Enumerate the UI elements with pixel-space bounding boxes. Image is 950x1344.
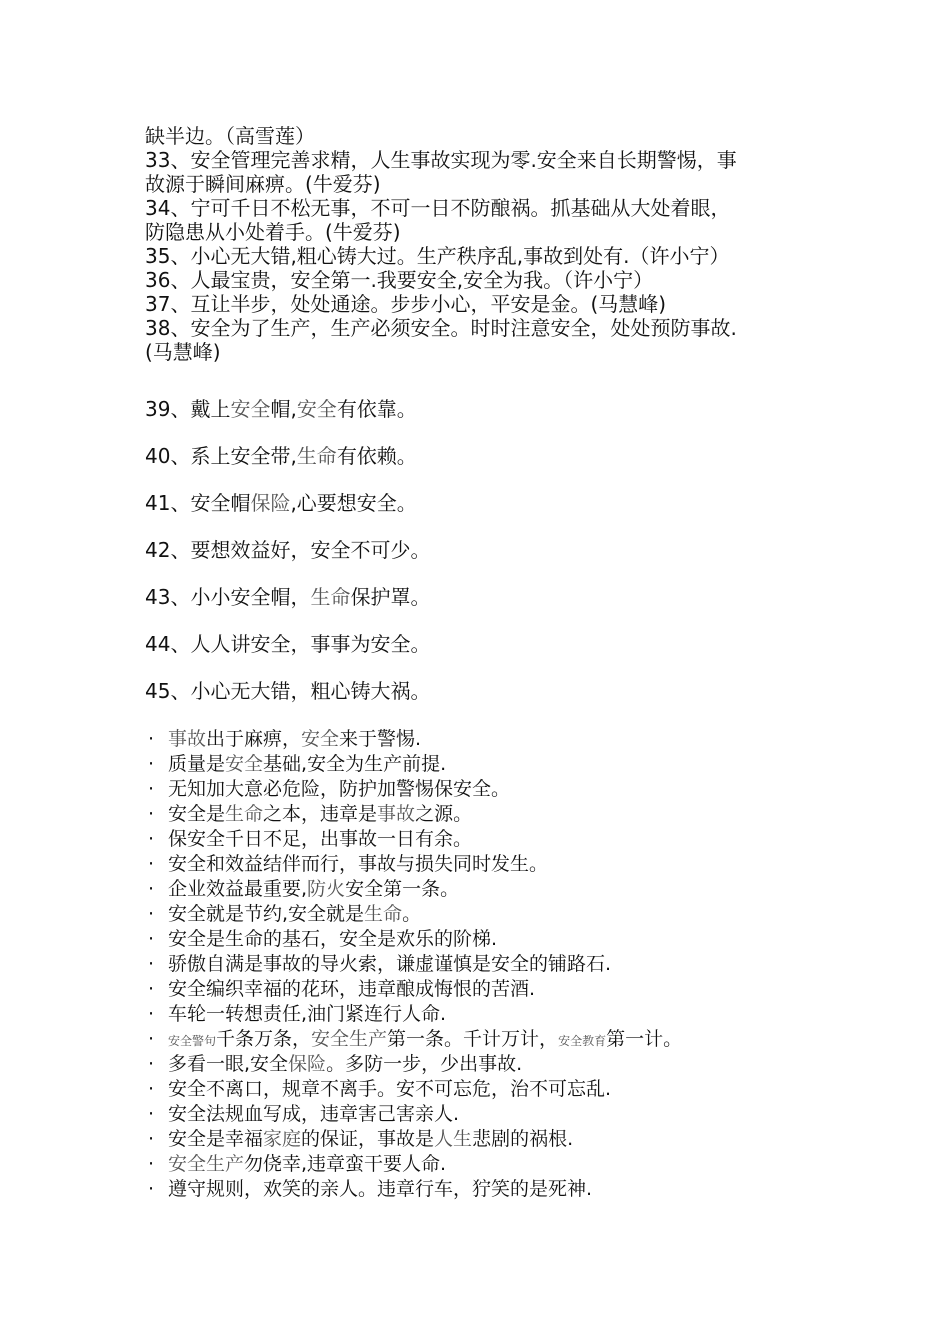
text-segment: 。多防一步，少出事故. bbox=[326, 1053, 523, 1075]
text-segment: 勿侥幸,违章蛮干要人命. bbox=[244, 1153, 447, 1175]
bullet-item bbox=[148, 802, 682, 827]
slogan-number: 40、 bbox=[145, 444, 191, 468]
highlighted-text: 生命 bbox=[225, 803, 264, 825]
bullet-item bbox=[148, 1127, 682, 1152]
bullet-dot-icon: · bbox=[148, 753, 155, 775]
bullet-item bbox=[148, 727, 682, 752]
highlighted-text: 生命 bbox=[364, 903, 403, 925]
text-segment: 多看一眼,安全 bbox=[168, 1053, 289, 1075]
text-segment: 第一条。千计万计， bbox=[387, 1028, 559, 1050]
text-line: 34、宁可千日不松无事，不可一日不防酿祸。抓基础从大处着眼， bbox=[145, 196, 731, 220]
text-line: 故源于瞬间麻痹。(牛爱芬) bbox=[145, 172, 381, 196]
small-label: 安全教育 bbox=[558, 1034, 607, 1048]
bullet-dot-icon: · bbox=[148, 1003, 155, 1025]
text-segment: 小小安全帽， bbox=[190, 585, 311, 609]
bullet-dot-icon: · bbox=[148, 1103, 155, 1125]
text-segment: 要想效益好，安全不可少。 bbox=[190, 538, 431, 562]
text-segment: 悲剧的祸根. bbox=[472, 1128, 574, 1150]
highlighted-text: 安全生产 bbox=[168, 1153, 245, 1175]
highlighted-text: 事故 bbox=[168, 728, 207, 750]
bullet-item bbox=[148, 1002, 682, 1027]
bullet-item bbox=[148, 777, 682, 802]
highlighted-text: 安全 bbox=[230, 397, 271, 421]
bullet-dot-icon: · bbox=[148, 978, 155, 1000]
bullet-dot-icon: · bbox=[148, 853, 155, 875]
highlighted-text: 人生 bbox=[434, 1128, 473, 1150]
text-segment: 安全编织幸福的花环，违章酿成悔恨的苦酒. bbox=[168, 978, 536, 1000]
slogan-item bbox=[145, 538, 430, 562]
slogan-number: 43、 bbox=[145, 585, 191, 609]
text-segment: 的保证，事故是 bbox=[301, 1128, 435, 1150]
bullet-dot-icon: · bbox=[148, 1053, 155, 1075]
text-segment: 。 bbox=[402, 903, 422, 925]
bullet-dot-icon: · bbox=[148, 828, 155, 850]
slogan-item bbox=[145, 632, 430, 656]
highlighted-text: 安全 bbox=[301, 728, 340, 750]
slogan-item bbox=[145, 491, 417, 515]
bullet-item bbox=[148, 1152, 682, 1177]
text-line: 缺半边。（高雪莲） bbox=[145, 124, 315, 148]
bullet-list bbox=[148, 727, 682, 1202]
text-segment: 有依赖。 bbox=[336, 444, 417, 468]
text-segment: 之源。 bbox=[415, 803, 473, 825]
text-line: 防隐患从小处着手。(牛爱芬) bbox=[145, 220, 401, 244]
bullet-dot-icon: · bbox=[148, 778, 155, 800]
bullet-item bbox=[148, 852, 682, 877]
bullet-item bbox=[148, 952, 682, 977]
text-segment: 出于麻痹， bbox=[206, 728, 302, 750]
text-segment: 安全是幸福 bbox=[168, 1128, 264, 1150]
highlighted-text: 保险 bbox=[288, 1053, 327, 1075]
text-segment: 戴上 bbox=[190, 397, 231, 421]
slogan-item bbox=[145, 679, 430, 703]
slogan-item bbox=[145, 585, 430, 609]
bullet-dot-icon: · bbox=[148, 728, 155, 750]
text-segment: 遵守规则，欢笑的亲人。违章行车，狞笑的是死神. bbox=[168, 1178, 593, 1200]
highlighted-text: 家庭 bbox=[263, 1128, 302, 1150]
text-line: 38、安全为了生产，生产必须安全。时时注意安全，处处预防事故. bbox=[145, 316, 737, 340]
slogan-number: 44、 bbox=[145, 632, 191, 656]
text-segment: 保安全千日不足，出事故一日有余。 bbox=[168, 828, 473, 850]
text-segment: 之本，违章是 bbox=[263, 803, 378, 825]
text-segment: 骄傲自满是事故的导火索，谦虚谨慎是安全的铺路石. bbox=[168, 953, 612, 975]
text-segment: 企业效益最重要, bbox=[168, 878, 308, 900]
bullet-dot-icon: · bbox=[148, 803, 155, 825]
slogan-item bbox=[145, 397, 417, 421]
text-segment: 千条万条， bbox=[216, 1028, 312, 1050]
highlighted-text: 保险 bbox=[250, 491, 291, 515]
bullet-dot-icon: · bbox=[148, 903, 155, 925]
highlighted-text: 生命 bbox=[310, 585, 351, 609]
text-line: 35、小心无大错,粗心铸大过。生产秩序乱,事故到处有.（许小宁） bbox=[145, 244, 730, 268]
text-segment: 安全不离口，规章不离手。安不可忘危，治不可忘乱. bbox=[168, 1078, 612, 1100]
text-segment: 保护罩。 bbox=[350, 585, 431, 609]
bullet-item bbox=[148, 927, 682, 952]
text-segment: 小心无大错，粗心铸大祸。 bbox=[190, 679, 431, 703]
text-line: 36、人最宝贵，安全第一.我要安全,安全为我。（许小宁） bbox=[145, 268, 654, 292]
small-label: 安全警句 bbox=[168, 1034, 217, 1048]
text-segment: 安全法规血写成，违章害己害亲人. bbox=[168, 1103, 460, 1125]
bullet-item bbox=[148, 1077, 682, 1102]
bullet-item bbox=[148, 752, 682, 777]
top-paragraph-block bbox=[145, 124, 845, 364]
slogan-number: 42、 bbox=[145, 538, 191, 562]
bullet-dot-icon: · bbox=[148, 1028, 155, 1050]
text-segment: 安全和效益结伴而行，事故与损失同时发生。 bbox=[168, 853, 549, 875]
text-segment: 安全第一条。 bbox=[345, 878, 460, 900]
bullet-item bbox=[148, 1052, 682, 1077]
highlighted-text: 安全 bbox=[296, 397, 337, 421]
highlighted-text: 安全生产 bbox=[311, 1028, 388, 1050]
highlighted-text: 安全 bbox=[225, 753, 264, 775]
bullet-dot-icon: · bbox=[148, 1178, 155, 1200]
bullet-item bbox=[148, 1177, 682, 1202]
text-line: 37、互让半步，处处通途。步步小心，平安是金。(马慧峰) bbox=[145, 292, 667, 316]
bullet-item bbox=[148, 827, 682, 852]
slogan-number: 45、 bbox=[145, 679, 191, 703]
bullet-dot-icon: · bbox=[148, 928, 155, 950]
slogan-number: 41、 bbox=[145, 491, 191, 515]
bullet-item bbox=[148, 1027, 682, 1052]
text-segment: 安全帽 bbox=[190, 491, 251, 515]
bullet-dot-icon: · bbox=[148, 878, 155, 900]
text-line: 33、安全管理完善求精，人生事故实现为零.安全来自长期警惕，事 bbox=[145, 148, 737, 172]
highlighted-text: 防火 bbox=[307, 878, 346, 900]
text-segment: ,心要想安全。 bbox=[290, 491, 417, 515]
text-segment: 有依靠。 bbox=[336, 397, 417, 421]
text-segment: 帽, bbox=[270, 397, 297, 421]
text-segment: 质量是 bbox=[168, 753, 226, 775]
text-segment: 车轮一转想责任,油门紧连行人命. bbox=[168, 1003, 447, 1025]
slogan-item bbox=[145, 444, 417, 468]
bullet-dot-icon: · bbox=[148, 1078, 155, 1100]
text-segment: 安全是生命的基石，安全是欢乐的阶梯. bbox=[168, 928, 498, 950]
text-segment: 来于警惕. bbox=[339, 728, 422, 750]
text-segment: 人人讲安全，事事为安全。 bbox=[190, 632, 431, 656]
text-segment: 系上安全带, bbox=[190, 444, 297, 468]
highlighted-text: 生命 bbox=[296, 444, 337, 468]
text-segment: 安全是 bbox=[168, 803, 226, 825]
text-segment: 第一计。 bbox=[606, 1028, 683, 1050]
text-segment: 无知加大意必危险，防护加警惕保安全。 bbox=[168, 778, 511, 800]
bullet-dot-icon: · bbox=[148, 953, 155, 975]
slogan-number: 39、 bbox=[145, 397, 191, 421]
text-segment: 基础,安全为生产前提. bbox=[263, 753, 447, 775]
text-segment: 安全就是节约,安全就是 bbox=[168, 903, 365, 925]
bullet-item bbox=[148, 1102, 682, 1127]
highlighted-text: 事故 bbox=[377, 803, 416, 825]
bullet-item bbox=[148, 877, 682, 902]
bullet-dot-icon: · bbox=[148, 1153, 155, 1175]
bullet-item bbox=[148, 977, 682, 1002]
bullet-item bbox=[148, 902, 682, 927]
bullet-dot-icon: · bbox=[148, 1128, 155, 1150]
text-line: (马慧峰) bbox=[145, 340, 221, 364]
